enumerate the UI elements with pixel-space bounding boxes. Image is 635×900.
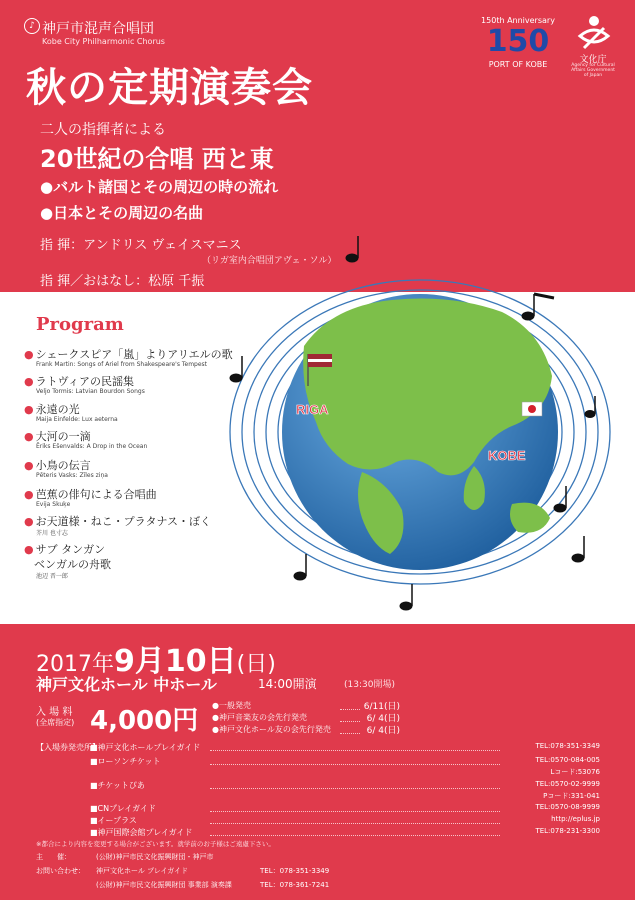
program-item [24,401,80,417]
playguide-info: TEL:0570-08-9999 [535,803,600,811]
program-bullet-icon: ● [24,459,34,472]
credit-name: 神戸文化ホール プレイガイド [96,867,189,875]
theme-bullet-1: ●バルト諸国とその周辺の時の流れ [40,178,279,196]
org-name-ja: 神戸市混声合唱団 [42,21,154,37]
sale-label: ●一般発売 [212,701,251,710]
playguide-name: ■チケットぴあ [90,781,145,790]
program-item [24,513,211,529]
agency-name-ja: 文化庁 [579,55,607,65]
globe-staff-illustration [212,236,632,626]
program-item-title: ラトヴィアの民謡集 [35,375,134,388]
program-item [24,457,91,473]
conductor-1-note: （リガ室内合唱団アヴェ・ソル） [202,256,337,266]
theme-bullet-2: ●日本とその周辺の名曲 [40,204,204,222]
program-item-composer: Veljo Tormis: Latvian Bourdon Songs [36,388,145,395]
concert-title: 秋の定期演奏会 [26,65,313,111]
program-bullet-icon: ● [24,543,34,556]
program-item-composer: 池辺 晋一郎 [36,573,68,580]
notice-text: ※都合により内容を変更する場合がございます。就学前のお子様はご遠慮下さい。 [36,840,275,848]
playguide-info: TEL:0570-02-9999 [535,780,600,788]
program-bullet-icon: ● [24,430,34,443]
playguide-info: http://eplus.jp [551,815,600,823]
sale-leader [340,709,360,710]
program-bullet-icon: ● [24,375,34,388]
program-item [24,486,157,502]
ticket-price: 4,000円 [90,706,199,736]
program-item-title: 芭蕉の俳句による合唱曲 [35,488,157,501]
program-item [24,373,134,389]
program-item-title: お天道様・ねこ・プラタナス・ぼく [35,515,212,528]
credit-label: お問い合わせ： [36,867,85,875]
subtitle-intro: 二人の指揮者による [40,122,166,138]
playguide-heading: 【入場券発売所】 [36,743,100,752]
program-item-title: ベンガルの舟歌 [34,558,111,571]
program-item-composer: 芥川 也寸志 [36,530,68,537]
conductor-2: 指 揮／おはなし：松原 千振 [40,274,205,289]
doors-open-time: (13:30開場) [344,680,395,690]
venue-name: 神戸文化ホール 中ホール [36,675,217,694]
program-item-composer: Ēriks Ešenvalds: A Drop in the Ocean [36,443,148,450]
program-bullet-icon: ● [24,403,34,416]
program-item-title: 大河の一滴 [35,430,91,443]
date-day: 10日 [164,644,237,679]
playguide-leader [210,823,500,824]
program-item-composer: Evija Skuķe [36,501,71,508]
agency-name-en: Agency for Cultural Affairs Government of Japan [571,63,615,78]
org-name-en: Kobe City Philharmonic Chorus [42,37,165,46]
program-bullet-icon: ● [24,348,34,361]
playguide-leader [210,764,500,765]
playguide-name: ■神戸文化ホールプレイガイド [90,743,201,752]
sale-date: 6/11(日) [363,702,400,712]
conductor-1: 指 揮：アンドリス ヴェイスマニス [40,238,242,253]
sale-date: 6/ 4(日) [366,714,400,724]
date-month: 9月 [114,644,165,679]
playguide-info: Pコード:331-041 [543,792,600,800]
credit-tel: TEL：078-351-3349 [260,867,330,875]
playguide-name: ■イープラス [90,816,137,825]
playguide-name: ■ローソンチケット [90,757,161,766]
fee-label: 入 場 料 [36,707,73,718]
program-item-title: 永遠の光 [35,403,80,416]
playguide-leader [210,788,500,789]
program-item [24,428,91,444]
playguide-leader [210,835,500,836]
sale-leader [340,733,360,734]
program-item-title: シェークスピア「嵐」よりアリエルの歌 [35,348,233,361]
credit-name: (公財)神戸市民文化振興財団 事業部 演奏課 [96,881,232,889]
program-item-title: 小鳥の伝言 [35,459,91,472]
playguide-info: TEL:078-231-3300 [535,827,600,835]
riga-label: RIGA [296,402,329,417]
program-item [24,346,233,362]
subtitle-main: 20世紀の合唱 西と東 [40,145,274,173]
port-logo-name: PORT OF KOBE [488,60,548,69]
port-logo-number: 150 [486,24,550,59]
kobe-label: KOBE [488,448,526,463]
playguide-name: ■CNプレイガイド [90,804,156,813]
sale-date: 6/ 4(日) [366,726,400,736]
program-item-composer: Pēteris Vasks: Zīles ziņa [36,472,108,479]
program-bullet-icon: ● [24,488,34,501]
date-weekday: (日) [236,652,276,677]
sale-label: ●神戸音楽友の会先行発売 [212,713,307,722]
sale-label: ●神戸文化ホール友の会先行発売 [212,725,331,734]
playguide-leader [210,750,500,751]
program-bullet-icon: ● [24,515,34,528]
date-year: 2017年 [36,652,114,677]
credit-label: 主 催： [36,853,71,861]
program-item-composer: Maija Einfelde: Lux aeterna [36,416,118,423]
playguide-leader [210,811,500,812]
credit-name: (公財)神戸市民文化振興財団・神戸市 [96,853,214,861]
fee-note: (全席指定) [36,718,75,727]
credit-tel: TEL：078-361-7241 [260,881,330,889]
chorus-logo-icon: ♪ [24,18,40,34]
start-time: 14:00開演 [258,677,317,691]
sale-leader [340,721,360,722]
program-heading: Program [36,314,124,335]
playguide-info: TEL:0570-084-005 [535,756,600,764]
playguide-name: ■神戸国際会館プレイガイド [90,828,193,837]
program-item-composer: Frank Martin: Songs of Ariel from Shakespeare's Tempest [36,361,208,368]
agency-logo-icon [576,14,612,52]
playguide-info: TEL:078-351-3349 [535,742,600,750]
port-anniversary-label: 150th Anniversary [481,16,555,25]
program-item [24,541,105,557]
program-item-title: サブ タンガン [35,543,106,556]
playguide-info: Lコード:53076 [550,768,600,776]
japan-flag-icon [522,402,542,416]
program-item [34,556,111,572]
